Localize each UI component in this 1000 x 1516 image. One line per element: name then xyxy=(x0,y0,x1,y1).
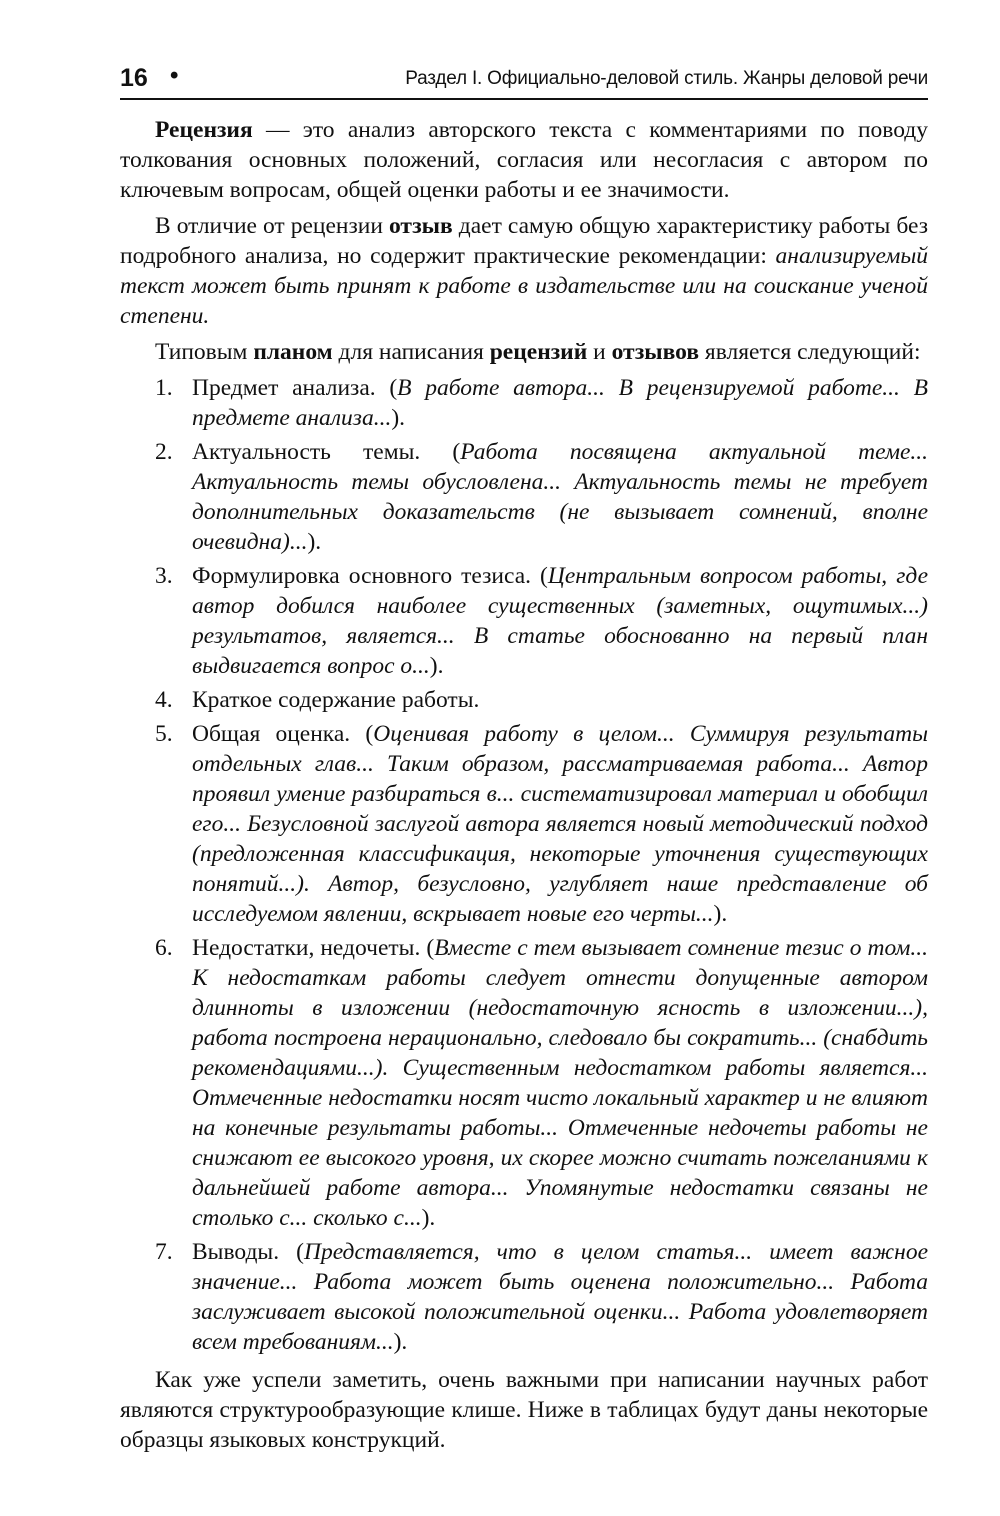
list-lead: Предмет анализа. ( xyxy=(192,375,398,401)
list-item xyxy=(120,437,928,557)
paragraph-text: В отличие от рецензии xyxy=(155,213,389,239)
list-item xyxy=(120,373,928,433)
header-bullet: • xyxy=(170,62,179,89)
paragraph-text: Типовым xyxy=(155,339,254,365)
list-number: 4. xyxy=(155,687,173,713)
list-example: Оценивая работу в целом... Суммируя результаты отдельных глав... Таким образом, рассматриваемая работа... Автор проявил умение разбираться в... систематизировал материал и обобщил его... Безусловной заслугой автора является новый методический подход (предложенная классификация, некоторые уточнения существующих понятий...). Автор, безусловно, углубляет наше представление об исследуемом явлении, вскрывает новые его черты... xyxy=(192,721,929,927)
list-tail: ). xyxy=(429,653,444,679)
page-number: 16 xyxy=(120,64,148,92)
list-example: Представляется, что в целом статья... имеет важное значение... Работа может быть оценена положительно... Работа заслуживает высокой положительной оценки... Работа удовлетворяет всем требованиям... xyxy=(192,1239,928,1355)
list-lead: Недостатки, недочеты. ( xyxy=(192,935,435,961)
list-number: 3. xyxy=(155,563,173,589)
list-number: 5. xyxy=(155,721,173,747)
list-lead: Общая оценка. ( xyxy=(192,721,374,747)
list-lead: Выводы. ( xyxy=(192,1239,304,1265)
paragraph-conclusion: Как уже успели заметить, очень важными при написании научных работ являются структурообразующие клише. Ниже в таблицах будут даны некоторые образцы языковых конструкций. xyxy=(120,1367,928,1453)
term-feedbacks: отзывов xyxy=(611,339,700,365)
running-title: Раздел I. Официально-деловой стиль. Жанры деловой речи xyxy=(405,68,928,89)
list-lead: Актуальность темы. ( xyxy=(192,439,461,465)
term-reviews: рецензий xyxy=(489,339,588,365)
list-number: 7. xyxy=(155,1239,173,1265)
paragraph-text: для написания xyxy=(332,339,490,365)
list-example: В работе автора... В рецензируемой работе... В предмете анализа... xyxy=(192,375,929,431)
list-item xyxy=(120,719,928,929)
list-tail: ). xyxy=(713,901,728,927)
paragraph-text: дает самую общую характеристику работы без подробного анализа, но содержит практические рекомендации: xyxy=(120,213,928,269)
list-lead: Формулировка основного тезиса. ( xyxy=(192,563,548,589)
list-tail: ). xyxy=(307,529,322,555)
italic-example: анализируемый текст может быть принят к работе в издательстве или на соискание ученой степени. xyxy=(120,243,928,329)
paragraph-feedback-definition xyxy=(120,211,928,331)
paragraph-plan-intro xyxy=(120,337,928,367)
list-number: 1. xyxy=(155,375,173,401)
paragraph-text: — это анализ авторского текста с комментариями по поводу толкования основных положений, согласия или несогласия с автором по ключевым вопросам, общей оценки работы и ее значимости. xyxy=(120,117,928,203)
plan-list xyxy=(120,373,928,1357)
list-example: Вместе с тем вызывает сомнение тезис о том... К недостаткам работы следует отнести допущенные автором длинноты в изложении (недостаточную ясность в изложении...), работа построена нерационально, следовало бы сократить... (снабдить рекомендациями...). Существенным недостатком работы является... Отмеченные недостатки носят чисто локальный характер и не влияют на конечные результаты работы... Отмеченные недочеты работы не снижают ее высокого уровня, их скорее можно считать пожеланиями к дальнейшей работе автора... Упомянутые недостатки связаны не столько с... сколько с... xyxy=(192,935,928,1231)
list-number: 6. xyxy=(155,935,173,961)
list-item xyxy=(120,685,928,715)
page-header xyxy=(120,62,928,100)
list-lead: Краткое содержание работы. xyxy=(192,687,480,713)
list-item xyxy=(120,561,928,681)
paragraph-text: является следующий: xyxy=(699,339,921,365)
list-tail: ). xyxy=(393,1329,408,1355)
list-number: 2. xyxy=(155,439,173,465)
list-item xyxy=(120,933,928,1233)
list-example: Работа посвящена актуальной теме... Актуальность темы обусловлена... Актуальность темы не требует дополнительных доказательств (не вызывает сомнений, вполне очевидна)... xyxy=(192,439,928,555)
paragraph-text: и xyxy=(587,339,612,365)
list-tail: ). xyxy=(421,1205,436,1231)
page-body xyxy=(120,115,928,1461)
list-item xyxy=(120,1237,928,1357)
term-review: Рецензия xyxy=(155,117,253,143)
term-feedback: отзыв xyxy=(388,213,453,239)
paragraph-review-definition xyxy=(120,115,928,205)
list-example: Центральным вопросом работы, где автор добился наиболее существенных (заметных, ощутимых...) результатов, является... В статье обоснованно на первый план выдвигается вопрос о... xyxy=(192,563,928,679)
list-tail: ). xyxy=(391,405,406,431)
term-plan: планом xyxy=(253,339,333,365)
